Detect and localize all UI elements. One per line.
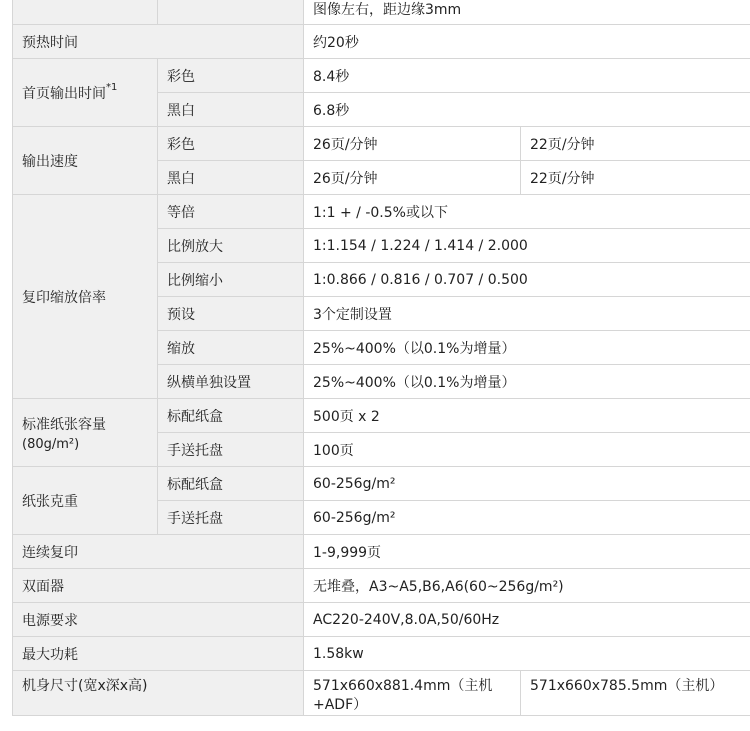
table-row <box>13 467 750 501</box>
duplex-label: 双面器 <box>13 569 304 603</box>
capacity-tray-label: 标配纸盒 <box>158 399 304 433</box>
output-speed-bw-b: 22页/分钟 <box>521 161 750 195</box>
margin-note-value: 图像左右，距边缘3mm <box>304 0 750 25</box>
capacity-unit: (80g/m²) <box>22 437 80 452</box>
table-row <box>13 127 750 161</box>
output-speed-bw-a: 26页/分钟 <box>304 161 521 195</box>
zoom-label: 复印缩放倍率 <box>13 195 158 399</box>
first-page-bw-value: 6.8秒 <box>304 93 750 127</box>
capacity-bypass-label: 手送托盘 <box>158 433 304 467</box>
subcategory-cell <box>158 0 304 25</box>
zoom-item-value: 3个定制设置 <box>304 297 750 331</box>
weight-tray-value: 60-256g/m² <box>304 467 750 501</box>
zoom-item-value: 1:1.154 / 1.224 / 1.414 / 2.000 <box>304 229 750 263</box>
duplex-value: 无堆叠，A3~A5,B6,A6(60~256g/m²) <box>304 569 750 603</box>
zoom-item-value: 1:0.866 / 0.816 / 0.707 / 0.500 <box>304 263 750 297</box>
weight-bypass-label: 手送托盘 <box>158 501 304 535</box>
output-speed-color-a: 26页/分钟 <box>304 127 521 161</box>
capacity-label: 标准纸张容量 <box>22 417 106 433</box>
max-power-value: 1.58kw <box>304 637 750 671</box>
warmup-value: 约20秒 <box>304 25 750 59</box>
zoom-item-value: 25%~400%（以0.1%为增量） <box>304 331 750 365</box>
first-page-color-value: 8.4秒 <box>304 59 750 93</box>
zoom-item-label: 比例放大 <box>158 229 304 263</box>
first-page-bw-label: 黑白 <box>158 93 304 127</box>
table-row <box>13 399 750 433</box>
table-row <box>13 25 750 59</box>
first-page-label-cell <box>13 59 158 127</box>
footnote-marker: *1 <box>106 81 118 93</box>
table-row <box>13 195 750 229</box>
table-row <box>13 535 750 569</box>
output-speed-bw-label: 黑白 <box>158 161 304 195</box>
zoom-item-label: 缩放 <box>158 331 304 365</box>
capacity-tray-value: 500页 x 2 <box>304 399 750 433</box>
dimensions-label: 机身尺寸(宽x深x高) <box>13 671 304 716</box>
power-label: 电源要求 <box>13 603 304 637</box>
category-cell <box>13 0 158 25</box>
zoom-item-label: 纵横单独设置 <box>158 365 304 399</box>
spec-table <box>12 0 750 716</box>
table-row <box>13 59 750 93</box>
table-row <box>13 0 750 25</box>
capacity-bypass-value: 100页 <box>304 433 750 467</box>
capacity-label-cell <box>13 399 158 467</box>
weight-tray-label: 标配纸盒 <box>158 467 304 501</box>
dimensions-value-b: 571x660x785.5mm（主机） <box>521 671 750 716</box>
output-speed-color-label: 彩色 <box>158 127 304 161</box>
zoom-item-label: 等倍 <box>158 195 304 229</box>
continuous-label: 连续复印 <box>13 535 304 569</box>
first-page-label: 首页输出时间 <box>22 85 106 102</box>
zoom-item-label: 预设 <box>158 297 304 331</box>
continuous-value: 1-9,999页 <box>304 535 750 569</box>
max-power-label: 最大功耗 <box>13 637 304 671</box>
output-speed-color-b: 22页/分钟 <box>521 127 750 161</box>
table-row <box>13 637 750 671</box>
weight-label: 纸张克重 <box>13 467 158 535</box>
weight-bypass-value: 60-256g/m² <box>304 501 750 535</box>
table-row <box>13 569 750 603</box>
zoom-item-value: 25%~400%（以0.1%为增量） <box>304 365 750 399</box>
table-row <box>13 671 750 716</box>
dimensions-value-a: 571x660x881.4mm（主机+ADF） <box>304 671 521 716</box>
first-page-color-label: 彩色 <box>158 59 304 93</box>
power-value: AC220-240V,8.0A,50/60Hz <box>304 603 750 637</box>
zoom-item-value: 1:1 + / -0.5%或以下 <box>304 195 750 229</box>
output-speed-label: 输出速度 <box>13 127 158 195</box>
table-row <box>13 603 750 637</box>
zoom-item-label: 比例缩小 <box>158 263 304 297</box>
warmup-label: 预热时间 <box>13 25 304 59</box>
